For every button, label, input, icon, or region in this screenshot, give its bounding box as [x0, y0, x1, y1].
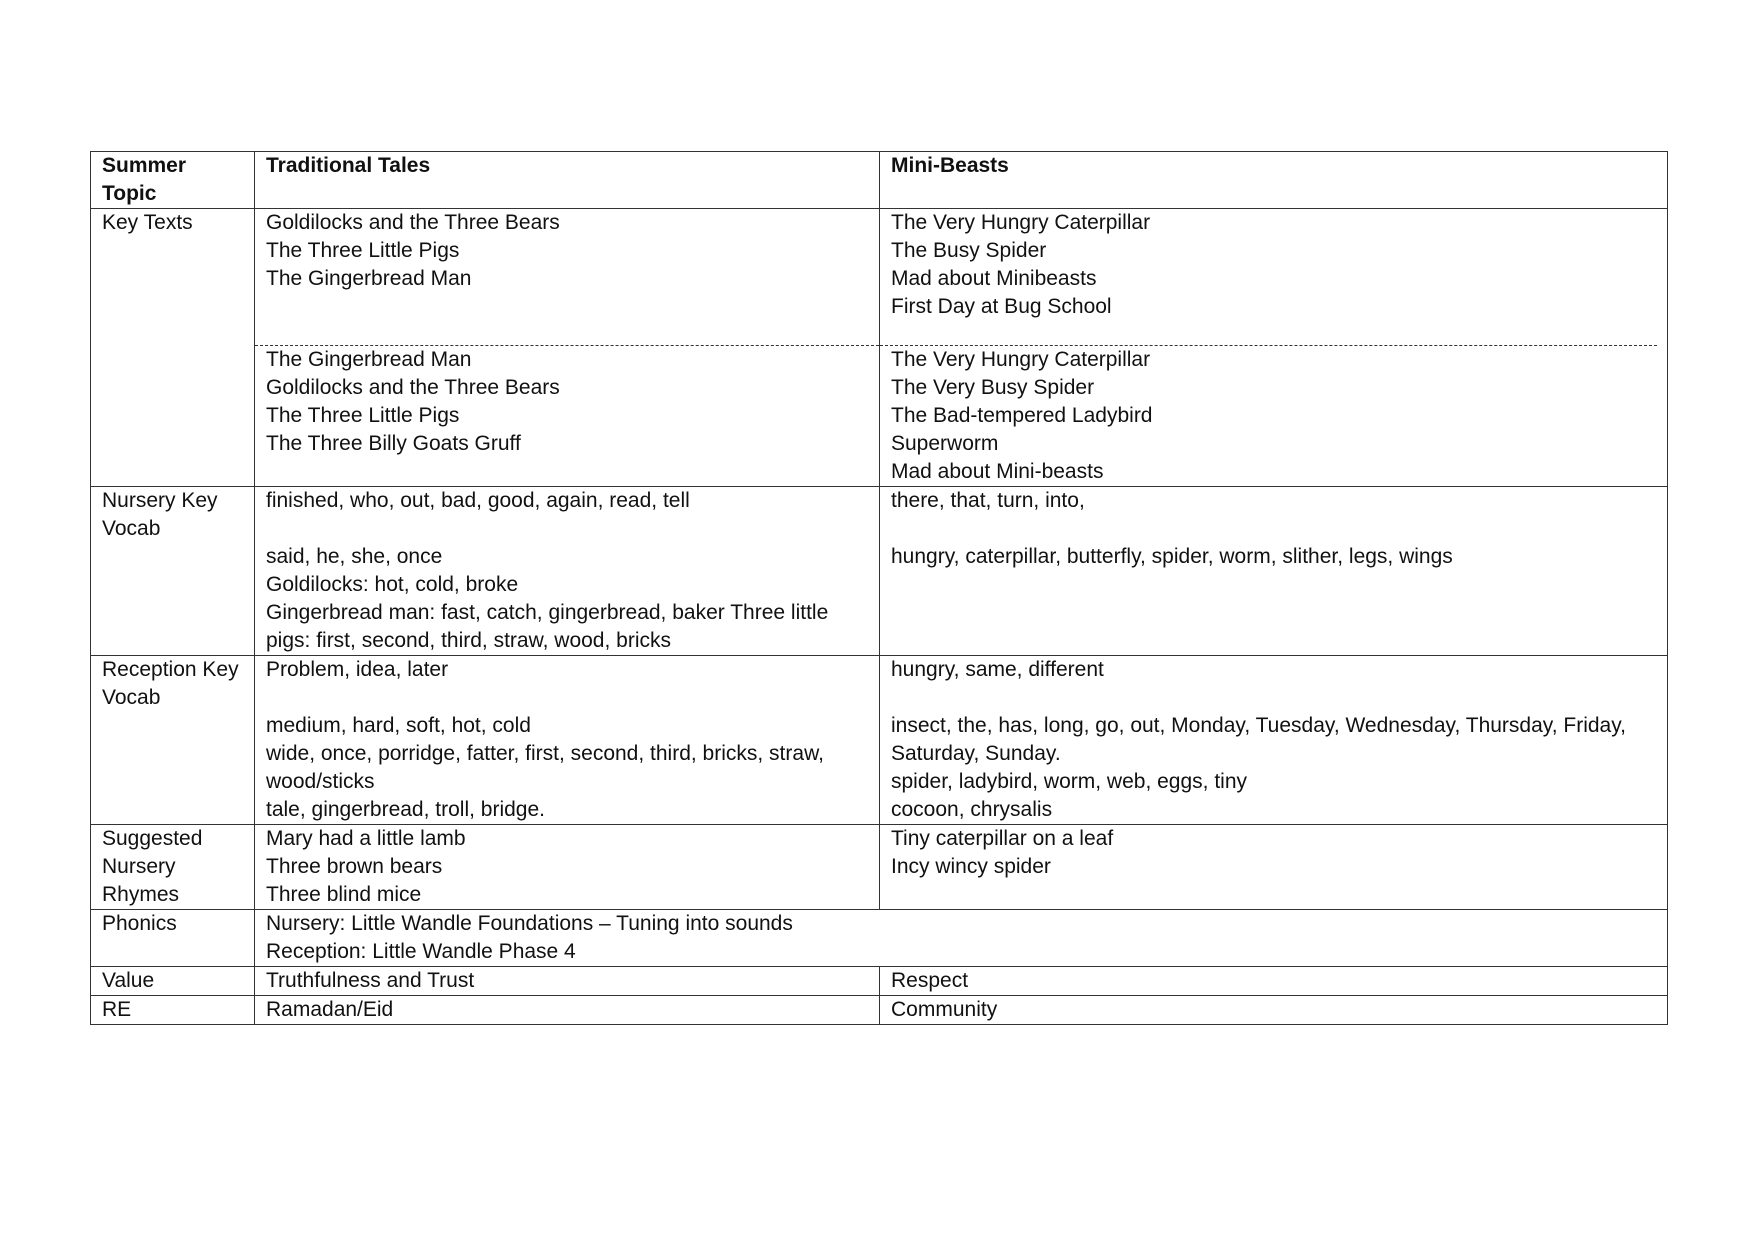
key-texts-tales-cell [255, 209, 880, 487]
text-line: said, he, she, once [266, 545, 443, 568]
text-line: First Day at Bug School [891, 295, 1112, 318]
text-line: Nursery: Little Wandle Foundations – Tuning into sounds [266, 912, 793, 935]
re-row [91, 996, 1668, 1025]
reception-vocab-row [91, 656, 1668, 825]
text-line: Incy wincy spider [891, 855, 1051, 878]
phonics-label: Phonics [91, 910, 255, 967]
nursery-vocab-beasts-first: there, that, turn, into, [891, 489, 1085, 512]
nursery-vocab-row [91, 487, 1668, 656]
rhymes-tales-cell [255, 825, 880, 910]
header-row [91, 152, 1668, 209]
text-line: Goldilocks and the Three Bears [266, 211, 560, 234]
nursery-vocab-beasts-cell [880, 487, 1668, 656]
summer-topic-table [90, 151, 1668, 1025]
text-line: The Very Hungry Caterpillar [891, 211, 1151, 234]
value-tales: Truthfulness and Trust [255, 967, 880, 996]
rhymes-beasts-cell [880, 825, 1668, 910]
text-line: insect, the, has, long, go, out, Monday, Tuesday, Wednesday, Thursday, Friday, Saturday, Sunday. [891, 714, 1632, 765]
phonics-row [91, 910, 1668, 967]
text-line: The Three Little Pigs [266, 404, 460, 427]
text-line: The Bad-tempered Ladybird [891, 404, 1153, 427]
key-texts-row [91, 209, 1668, 487]
text-line: tale, gingerbread, troll, bridge. [266, 798, 545, 821]
reception-vocab-tales-cell [255, 656, 880, 825]
rhymes-label: Suggested Nursery Rhymes [91, 825, 255, 910]
key-texts-beasts-cell [880, 209, 1668, 487]
phonics-cell [255, 910, 1668, 967]
text-line: Goldilocks: hot, cold, broke [266, 573, 519, 596]
rhymes-row [91, 825, 1668, 910]
text-line: medium, hard, soft, hot, cold [266, 714, 531, 737]
text-line: Mad about Mini-beasts [891, 460, 1104, 483]
text-line: Tiny caterpillar on a leaf [891, 827, 1114, 850]
text-line: The Busy Spider [891, 239, 1047, 262]
reception-vocab-tales-first: Problem, idea, later [266, 658, 449, 681]
text-line: The Very Hungry Caterpillar [891, 348, 1151, 371]
re-beasts: Community [880, 996, 1668, 1025]
reception-vocab-beasts-cell [880, 656, 1668, 825]
text-line: spider, ladybird, worm, web, eggs, tiny [891, 770, 1247, 793]
text-line: Goldilocks and the Three Bears [266, 376, 560, 399]
text-line: Mad about Minibeasts [891, 267, 1097, 290]
key-texts-label: Key Texts [91, 209, 255, 487]
re-label: RE [91, 996, 255, 1025]
text-line: cocoon, chrysalis [891, 798, 1053, 821]
reception-vocab-beasts-rest [891, 712, 1657, 824]
text-line: Reception: Little Wandle Phase 4 [266, 940, 576, 963]
text-line: The Three Billy Goats Gruff [266, 432, 521, 455]
text-line: The Very Busy Spider [891, 376, 1095, 399]
nursery-vocab-tales-first: finished, who, out, bad, good, again, read, tell [266, 489, 690, 512]
header-traditional-tales: Traditional Tales [255, 152, 880, 209]
text-line: Three blind mice [266, 883, 422, 906]
nursery-vocab-beasts-rest [891, 543, 1657, 571]
text-line: The Gingerbread Man [266, 267, 472, 290]
text-line: Gingerbread man: fast, catch, gingerbread, baker Three little pigs: first, second, third, straw, wood, bricks [266, 601, 835, 652]
text-line: wide, once, porridge, fatter, first, second, third, bricks, straw, wood/sticks [266, 742, 830, 793]
nursery-vocab-tales-rest [266, 543, 869, 655]
key-texts-beasts-nursery [891, 209, 1657, 345]
nursery-vocab-tales-cell [255, 487, 880, 656]
header-summer-topic: Summer Topic [91, 152, 255, 209]
text-line: Mary had a little lamb [266, 827, 466, 850]
reception-vocab-beasts-first: hungry, same, different [891, 658, 1104, 681]
text-line: Three brown bears [266, 855, 443, 878]
text-line: The Three Little Pigs [266, 239, 460, 262]
text-line: Superworm [891, 432, 999, 455]
nursery-vocab-label: Nursery Key Vocab [91, 487, 255, 656]
header-mini-beasts: Mini-Beasts [880, 152, 1668, 209]
value-row [91, 967, 1668, 996]
key-texts-tales-reception [255, 345, 879, 458]
reception-vocab-tales-rest [266, 712, 869, 824]
value-label: Value [91, 967, 255, 996]
text-line: The Gingerbread Man [266, 348, 472, 371]
text-line: hungry, caterpillar, butterfly, spider, worm, slither, legs, wings [891, 545, 1453, 568]
reception-vocab-label: Reception Key Vocab [91, 656, 255, 825]
value-beasts: Respect [880, 967, 1668, 996]
key-texts-tales-nursery [266, 209, 869, 345]
re-tales: Ramadan/Eid [255, 996, 880, 1025]
key-texts-beasts-reception [880, 345, 1657, 486]
